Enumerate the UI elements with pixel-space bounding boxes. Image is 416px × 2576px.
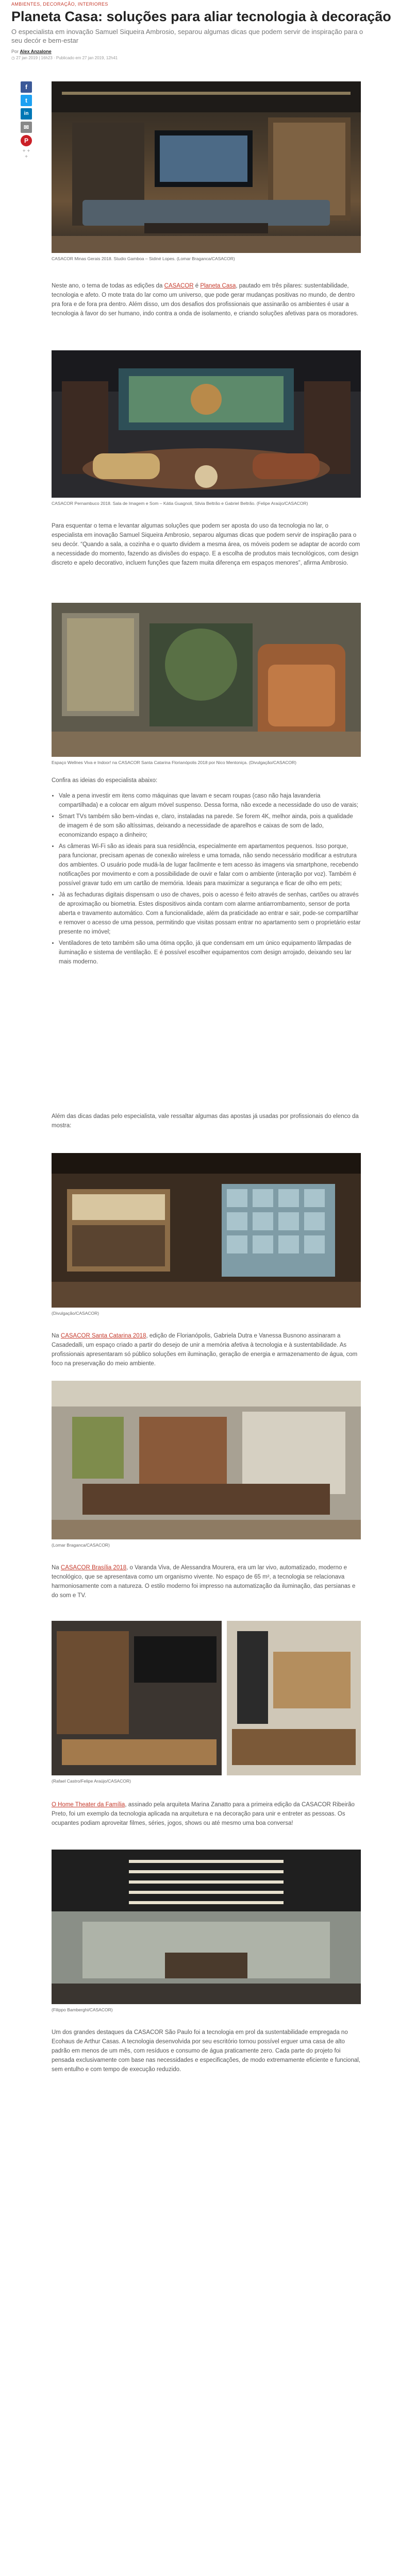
byline bbox=[11, 49, 398, 54]
figure-caption: (Divulgação/CASACOR) bbox=[52, 1311, 99, 1316]
p1-text-a: Neste ano, o tema de todas as edições da bbox=[52, 283, 164, 289]
list-item: • Vale a pena investir em itens como máquinas que lavam e secam roupas (caso não haja lavanderia compartilhada) e a colocar em algum móvel suspenso. Dessa forma, não excede a necessidade do uso de varais; bbox=[59, 791, 361, 810]
tips-list bbox=[52, 791, 361, 967]
list-item: • Ventiladores de teto também são uma ótima opção, já que condensam em um único equipamento lâmpadas de iluminação e sistema de ventilação. E é possível escolher equipamentos com design arrojado, deixando seu lar mais moderno. bbox=[59, 939, 361, 967]
p4-text: Além das dicas dadas pelo especialista, vale ressaltar algumas das apostas já usadas por profissionais do elenco da mostra: bbox=[52, 1113, 359, 1129]
kitchen-lounge-illustration bbox=[52, 1381, 361, 1539]
figure-caption: (Lomar Braganca/CASACOR) bbox=[52, 1543, 110, 1548]
media-room-illustration bbox=[52, 350, 361, 498]
facebook-icon[interactable]: f bbox=[21, 81, 32, 93]
list-item: • As câmeras Wi-Fi são as ideais para sua residência, especialmente em apartamentos pequenos. Isso porque, para funcionar, precisam apenas de conexão wireless e uma tomada, não sendo necessário modificar a estrutura dos ambientes. O usuário pode mudá-la de lugar facilmente e tem acesso às imagens via smartphone, recebendo notificações por movimento e com a possibilidade de ouvir e falar com o ambiente (interação por voz). Também é possível gravar tudo em um cartão de memória. Ideais para maximizar a segurança e ficar de olho em pets; bbox=[59, 842, 361, 888]
figure-2 bbox=[52, 350, 361, 506]
p1-text-c: , pautado em três pilares: sustentabilidade, tecnologia e afeto. O mote trata do lar como um universo, que pode gerar mudanças positivas no mundo, de dentro pra fora e de fora pra dentro. Além disso, um dos desafios dos profissionais que assinarão os ambientes é usar a tecnologia à favor do ser humano, indo contra a onda de isolamento, e criando soluções afetivas para os moradores. bbox=[52, 283, 359, 317]
figure-caption: CASACOR Minas Gerais 2018. Studio Gamboa – Sidiné Lopes. (Lomar Braganca/CASACOR) bbox=[52, 256, 235, 261]
figure-5 bbox=[52, 1381, 361, 1548]
living-room-illustration bbox=[52, 81, 361, 253]
tips-intro bbox=[52, 776, 361, 785]
casacor-sc-link[interactable]: CASACOR Santa Catarina 2018 bbox=[60, 1333, 146, 1339]
varanda-viva-illustration bbox=[52, 1621, 361, 1775]
paragraph-home-theater bbox=[52, 1800, 361, 1828]
ecohaus-photo bbox=[52, 1850, 361, 2004]
p1-text-b: é bbox=[193, 283, 201, 289]
figure-3 bbox=[52, 603, 361, 766]
figure-caption: (Filippo Bamberghi/CASACOR) bbox=[52, 2007, 113, 2012]
wellness-space-illustration bbox=[52, 603, 361, 757]
paragraph-ecohaus bbox=[52, 2028, 361, 2074]
figure-caption: (Rafael Castro/Felipe Araújo/CASACOR) bbox=[52, 1778, 131, 1784]
publish-date-text: 27 jan 2019 | 16h23 · Publicado em 27 jan 2019, 12h41 bbox=[16, 56, 118, 60]
home-theater-link[interactable]: O Home Theater da Família bbox=[52, 1802, 125, 1808]
figure-1 bbox=[52, 81, 361, 262]
paragraph-santa-catarina bbox=[52, 1331, 361, 1368]
p5-text: , edição de Florianópolis, Gabriela Dutra e Vanessa Busnono assinaram a Casadedalli, um espaço criado a partir do desejo de unir a memória afetiva à tecnologia e à sustentabilidade. As profissionais apresentaram só público soluções em iluminação, geração de energia e armazenamento de água, com foco na preservação do meio ambiente. bbox=[52, 1333, 358, 1367]
publish-date bbox=[11, 56, 398, 60]
paragraph-intro bbox=[52, 281, 361, 318]
paragraph-apostas bbox=[52, 1112, 361, 1130]
kitchen-lounge-photo bbox=[52, 1381, 361, 1539]
media-room-photo bbox=[52, 350, 361, 498]
linkedin-icon[interactable]: in bbox=[21, 108, 32, 120]
figure-6 bbox=[52, 1621, 361, 1784]
casacor-brasilia-link[interactable]: CASACOR Brasília 2018 bbox=[60, 1565, 127, 1571]
figure-7 bbox=[52, 1850, 361, 2013]
casadedalli-illustration bbox=[52, 1153, 361, 1308]
p8-text: Um dos grandes destaques da CASACOR São Paulo foi a tecnologia em prol da sustentabilidade empregada no Ecohaus de Arthur Casas. A tecnologia desenvolvida por seu escritório tornou possível erguer uma casa de alto padrão em menos de um mês, com resíduos e consumo de água praticamente zero. Cada parte do projeto foi pensada exclusivamente com base nas necessidades e especificações, de modo extremamente eficiente e funcional, sem entulho e com tempo de execução reduzido. bbox=[52, 2029, 360, 2073]
share-bar bbox=[21, 81, 32, 160]
p6-text: , o Varanda Viva, de Alessandra Mourera, era um lar vivo, automatizado, moderno e tecnológico, que se apresentava como um organismo vivente. No espaço de 65 m², a tecnologia se relacionava harmoniosamente com a natureza. O estilo moderno foi impresso na automatização da iluminação, das persianas e do som e TV. bbox=[52, 1565, 356, 1599]
paragraph-specialist bbox=[52, 521, 361, 568]
more-share-icon[interactable]: + + + bbox=[22, 148, 30, 160]
email-icon[interactable]: ✉ bbox=[21, 122, 32, 133]
ecohaus-illustration bbox=[52, 1850, 361, 2004]
list-item: • Smart TVs também são bem-vindas e, claro, instaladas na parede. Se forem 4K, melhor ainda, pois a qualidade de imagem é de som são altíssimas, deixando a necessidade de aparelhos e caixas de som de lado, economizando espaço a dinheiro; bbox=[59, 812, 361, 840]
casadedalli-photo bbox=[52, 1153, 361, 1308]
page-title: Planeta Casa: soluções para aliar tecnologia à decoração bbox=[11, 9, 391, 24]
pinterest-icon[interactable]: P bbox=[21, 135, 32, 146]
by-label: Por bbox=[11, 49, 19, 54]
clock-icon: ◷ bbox=[11, 56, 16, 60]
varanda-viva-photos bbox=[52, 1621, 361, 1775]
p3-text: Confira as ideias do especialista abaixo: bbox=[52, 777, 158, 784]
article-header bbox=[11, 0, 398, 60]
list-item: • Já as fechaduras digitais dispensam o uso de chaves, pois o acesso é feito através de senhas, cartões ou através de aproximação ou biometria. Estes dispositivos ainda contam com alarme antiarrombamento, sensor de porta aberta e travamento automático. Com a funcionalidade, além da praticidade ao entrar e sair, pode-se compartilhar e remover o acesso de uma pessoa, permitindo que visitas possam entrar no apartamento sem o proprietário estar presente no imóvel; bbox=[59, 890, 361, 937]
figure-caption: CASACOR Pernambuco 2018. Sala de Imagem e Som – Kátia Guagnoli, Silvia Beltrão e Gabriel Beltrão. (Felipe Araújo/CASACOR) bbox=[52, 501, 308, 506]
figure-4 bbox=[52, 1153, 361, 1316]
twitter-icon[interactable]: t bbox=[21, 95, 32, 106]
paragraph-brasilia bbox=[52, 1563, 361, 1600]
tips-list-container bbox=[52, 791, 361, 969]
p2-text: Para esquentar o tema e levantar algumas soluções que podem ser aposta do uso da tecnologia no lar, o especialista em inovação Samuel Siqueira Ambrosio, separou algumas dicas que podem servir de inspiração para o seu decór. “Quando a sala, a cozinha e o quarto dividem a mesma área, os móveis podem se adaptar de acordo com a necessidade do momento, fazendo as divisões do espaço. E a escolha de produtos mais tecnológicos, com design discreto e apelo decorativo, incluem funções que fazem muita diferença em espaços menores”, afirma Ambrosio. bbox=[52, 523, 360, 566]
article-subtitle: O especialista em inovação Samuel Siqueira Ambrosio, separou algumas dicas que podem servir de inspiração para o seu decór e bem-estar bbox=[11, 28, 363, 44]
casacor-link[interactable]: CASACOR bbox=[164, 283, 194, 289]
author-link[interactable]: Alex Anzalone bbox=[20, 49, 52, 54]
wellness-space-photo bbox=[52, 603, 361, 757]
p5-pre: Na bbox=[52, 1333, 61, 1339]
planeta-casa-link[interactable]: Planeta Casa bbox=[200, 283, 236, 289]
living-room-photo bbox=[52, 81, 361, 253]
p6-pre: Na bbox=[52, 1565, 61, 1571]
p7-text: , assinado pela arquiteta Marina Zanatto para a primeira edição da CASACOR Ribeirão Preto, foi um exemplo da tecnologia aplicada na arquitetura e na decoração para unir e entreter as pessoas. Os ocupantes podiam aproveitar filmes, séries, jogos, shows ou até mesmo uma boa conversa! bbox=[52, 1802, 355, 1826]
figure-caption: Espaço Wellnes Viva e Indoor! na CASACOR Santa Catarina Florianópolis 2018 por Nico Mentoniça. (Divulgação/CASACOR) bbox=[52, 760, 296, 765]
category-breadcrumb[interactable]: AMBIENTES, DECORAÇÃO, INTERIORES bbox=[11, 2, 108, 7]
